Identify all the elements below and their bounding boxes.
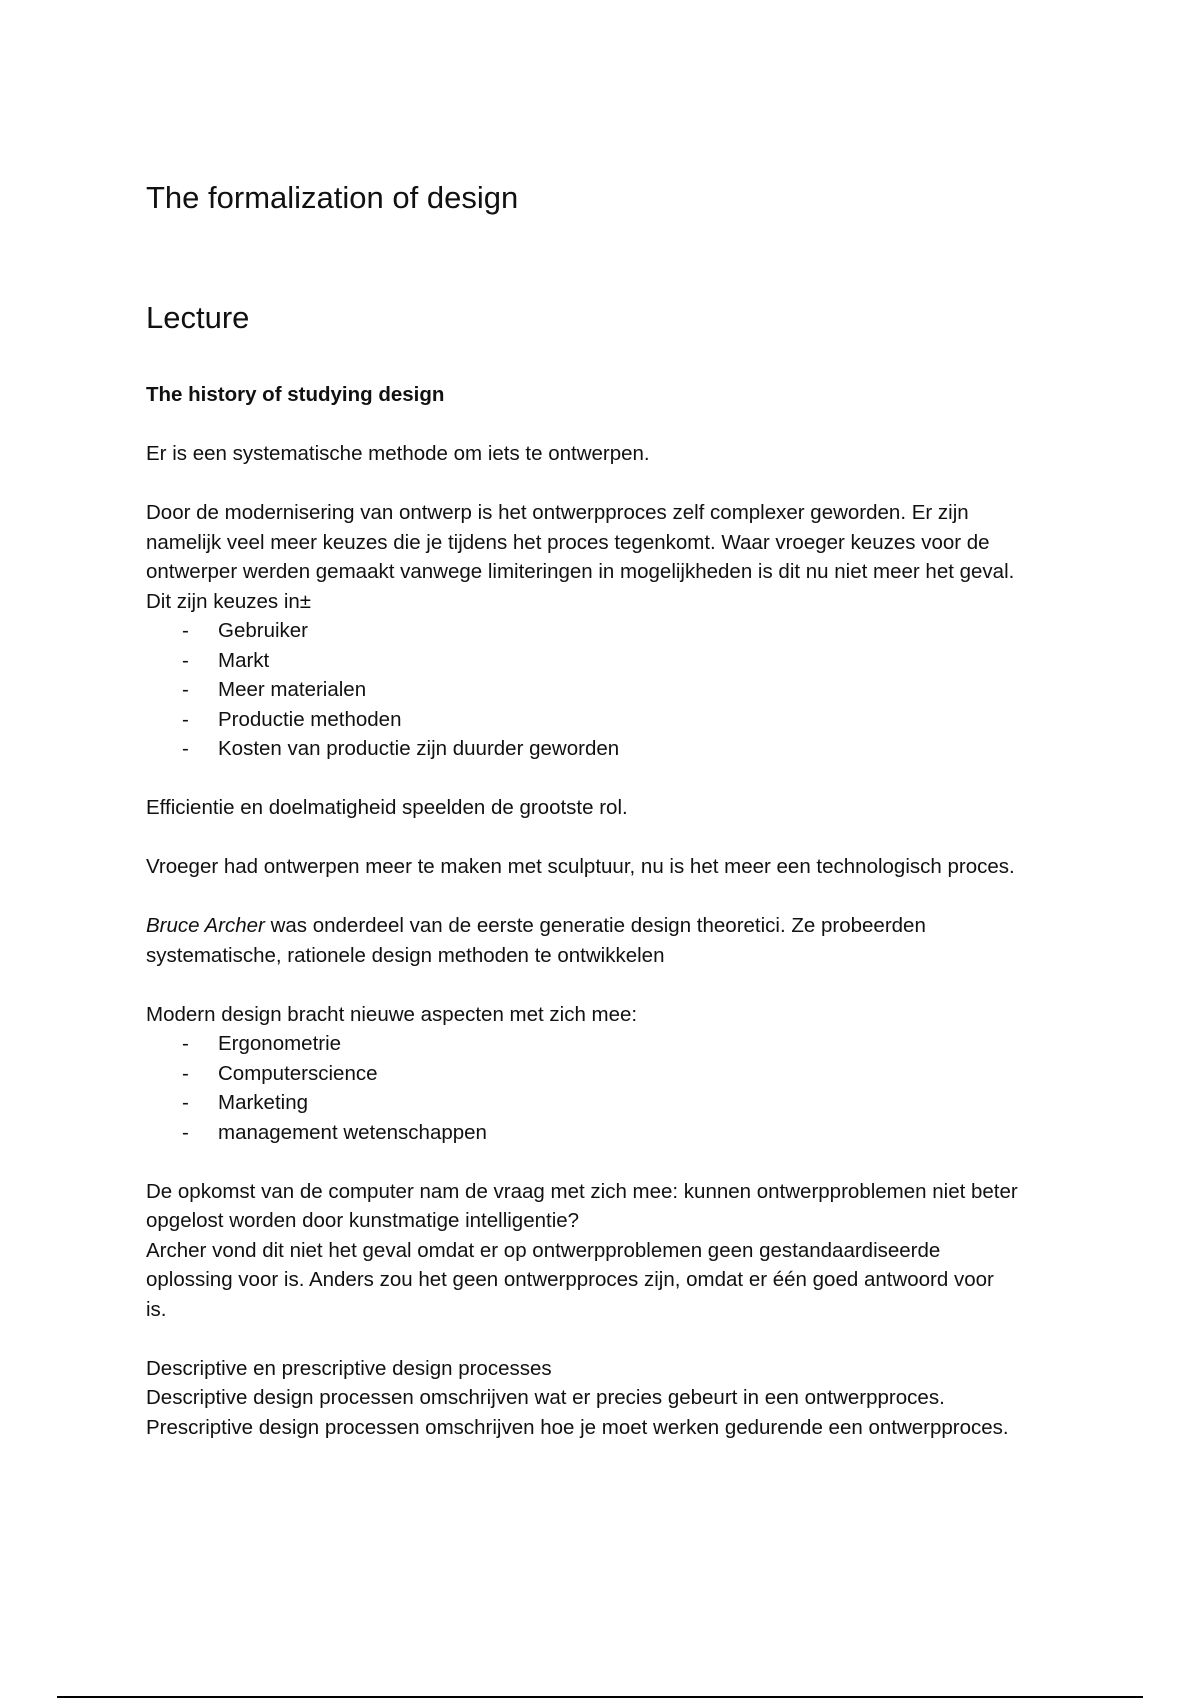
bullet-dash: - [182, 737, 189, 760]
subheading: The history of studying design [146, 383, 445, 406]
list-item-label: Markt [218, 648, 270, 672]
paragraph-line: namelijk veel meer keuzes die je tijdens het proces tegenkomt. Waar vroeger keuzes voor de [146, 530, 990, 554]
archer-name: Bruce Archer [146, 914, 265, 937]
aspects-list [146, 1029, 1106, 1147]
list-item [146, 1118, 1106, 1148]
list-item-label: Marketing [218, 1091, 309, 1114]
efficiency-paragraph: Efficientie en doelmatigheid speelden de grootste rol. [146, 796, 628, 819]
bullet-dash: - [182, 648, 189, 672]
paragraph-line: Prescriptive design processen omschrijven hoe je moet werken gedurende een ontwerpproces. [146, 1415, 1009, 1439]
archer-paragraph [146, 911, 1106, 941]
list-item-label: management wetenschappen [218, 1120, 487, 1144]
list-item [146, 1059, 1106, 1089]
document-body [146, 380, 1106, 1442]
list-item-label: Kosten van productie zijn duurder geworden [218, 737, 620, 760]
paragraph-line: Door de modernisering van ontwerp is het ontwerpproces zelf complexer geworden. Er zijn [146, 501, 969, 524]
choices-list [146, 616, 1106, 764]
list-item-label: Gebruiker [218, 619, 309, 642]
paragraph-line: Dit zijn keuzes in± [146, 589, 312, 613]
footer-divider [57, 1696, 1143, 1698]
paragraph-line: ontwerper werden gemaakt vanwege limiteringen in mogelijkheden is dit nu niet meer het geval. [146, 560, 1015, 583]
list-item [146, 1088, 1106, 1118]
list-item [146, 734, 1106, 764]
document-title: The formalization of design [146, 180, 519, 215]
bullet-dash: - [182, 678, 189, 701]
list-item [146, 675, 1106, 705]
paragraph-line: opgelost worden door kunstmatige intelligentie? [146, 1209, 580, 1232]
list-item-label: Ergonometrie [218, 1032, 342, 1055]
bullet-dash: - [182, 1120, 189, 1144]
paragraph-line: oplossing voor is. Anders zou het geen ontwerpproces zijn, omdat er één goed antwoord voor [146, 1268, 994, 1291]
modern-intro: Modern design bracht nieuwe aspecten met zich mee: [146, 1002, 638, 1026]
intro-paragraph: Er is een systematische methode om iets te ontwerpen. [146, 442, 650, 465]
processes-heading: Descriptive en prescriptive design processes [146, 1356, 552, 1380]
paragraph-line: systematische, rationele design methoden te ontwikkelen [146, 943, 665, 967]
list-item [146, 616, 1106, 646]
bullet-dash: - [182, 1061, 189, 1085]
list-item [146, 646, 1106, 676]
paragraph-line: is. [146, 1297, 167, 1321]
sculpture-paragraph: Vroeger had ontwerpen meer te maken met sculptuur, nu is het meer een technologisch proces. [146, 855, 1015, 878]
section-title: Lecture [146, 300, 250, 335]
bullet-dash: - [182, 1032, 189, 1055]
archer-text: was onderdeel van de eerste generatie design theoretici. Ze probeerden [264, 914, 926, 937]
paragraph-line: De opkomst van de computer nam de vraag met zich mee: kunnen ontwerpproblemen niet beter [146, 1179, 1018, 1203]
list-item-label: Meer materialen [218, 678, 367, 701]
bullet-dash: - [182, 619, 189, 642]
paragraph-line: Descriptive design processen omschrijven wat er precies gebeurt in een ontwerpproces. [146, 1386, 945, 1409]
list-item [146, 705, 1106, 735]
list-item-label: Productie methoden [218, 707, 402, 731]
bullet-dash: - [182, 1091, 189, 1114]
list-item [146, 1029, 1106, 1059]
list-item-label: Computerscience [218, 1061, 378, 1085]
paragraph-line: Archer vond dit niet het geval omdat er op ontwerpproblemen geen gestandaardiseerde [146, 1238, 941, 1262]
bullet-dash: - [182, 707, 189, 731]
